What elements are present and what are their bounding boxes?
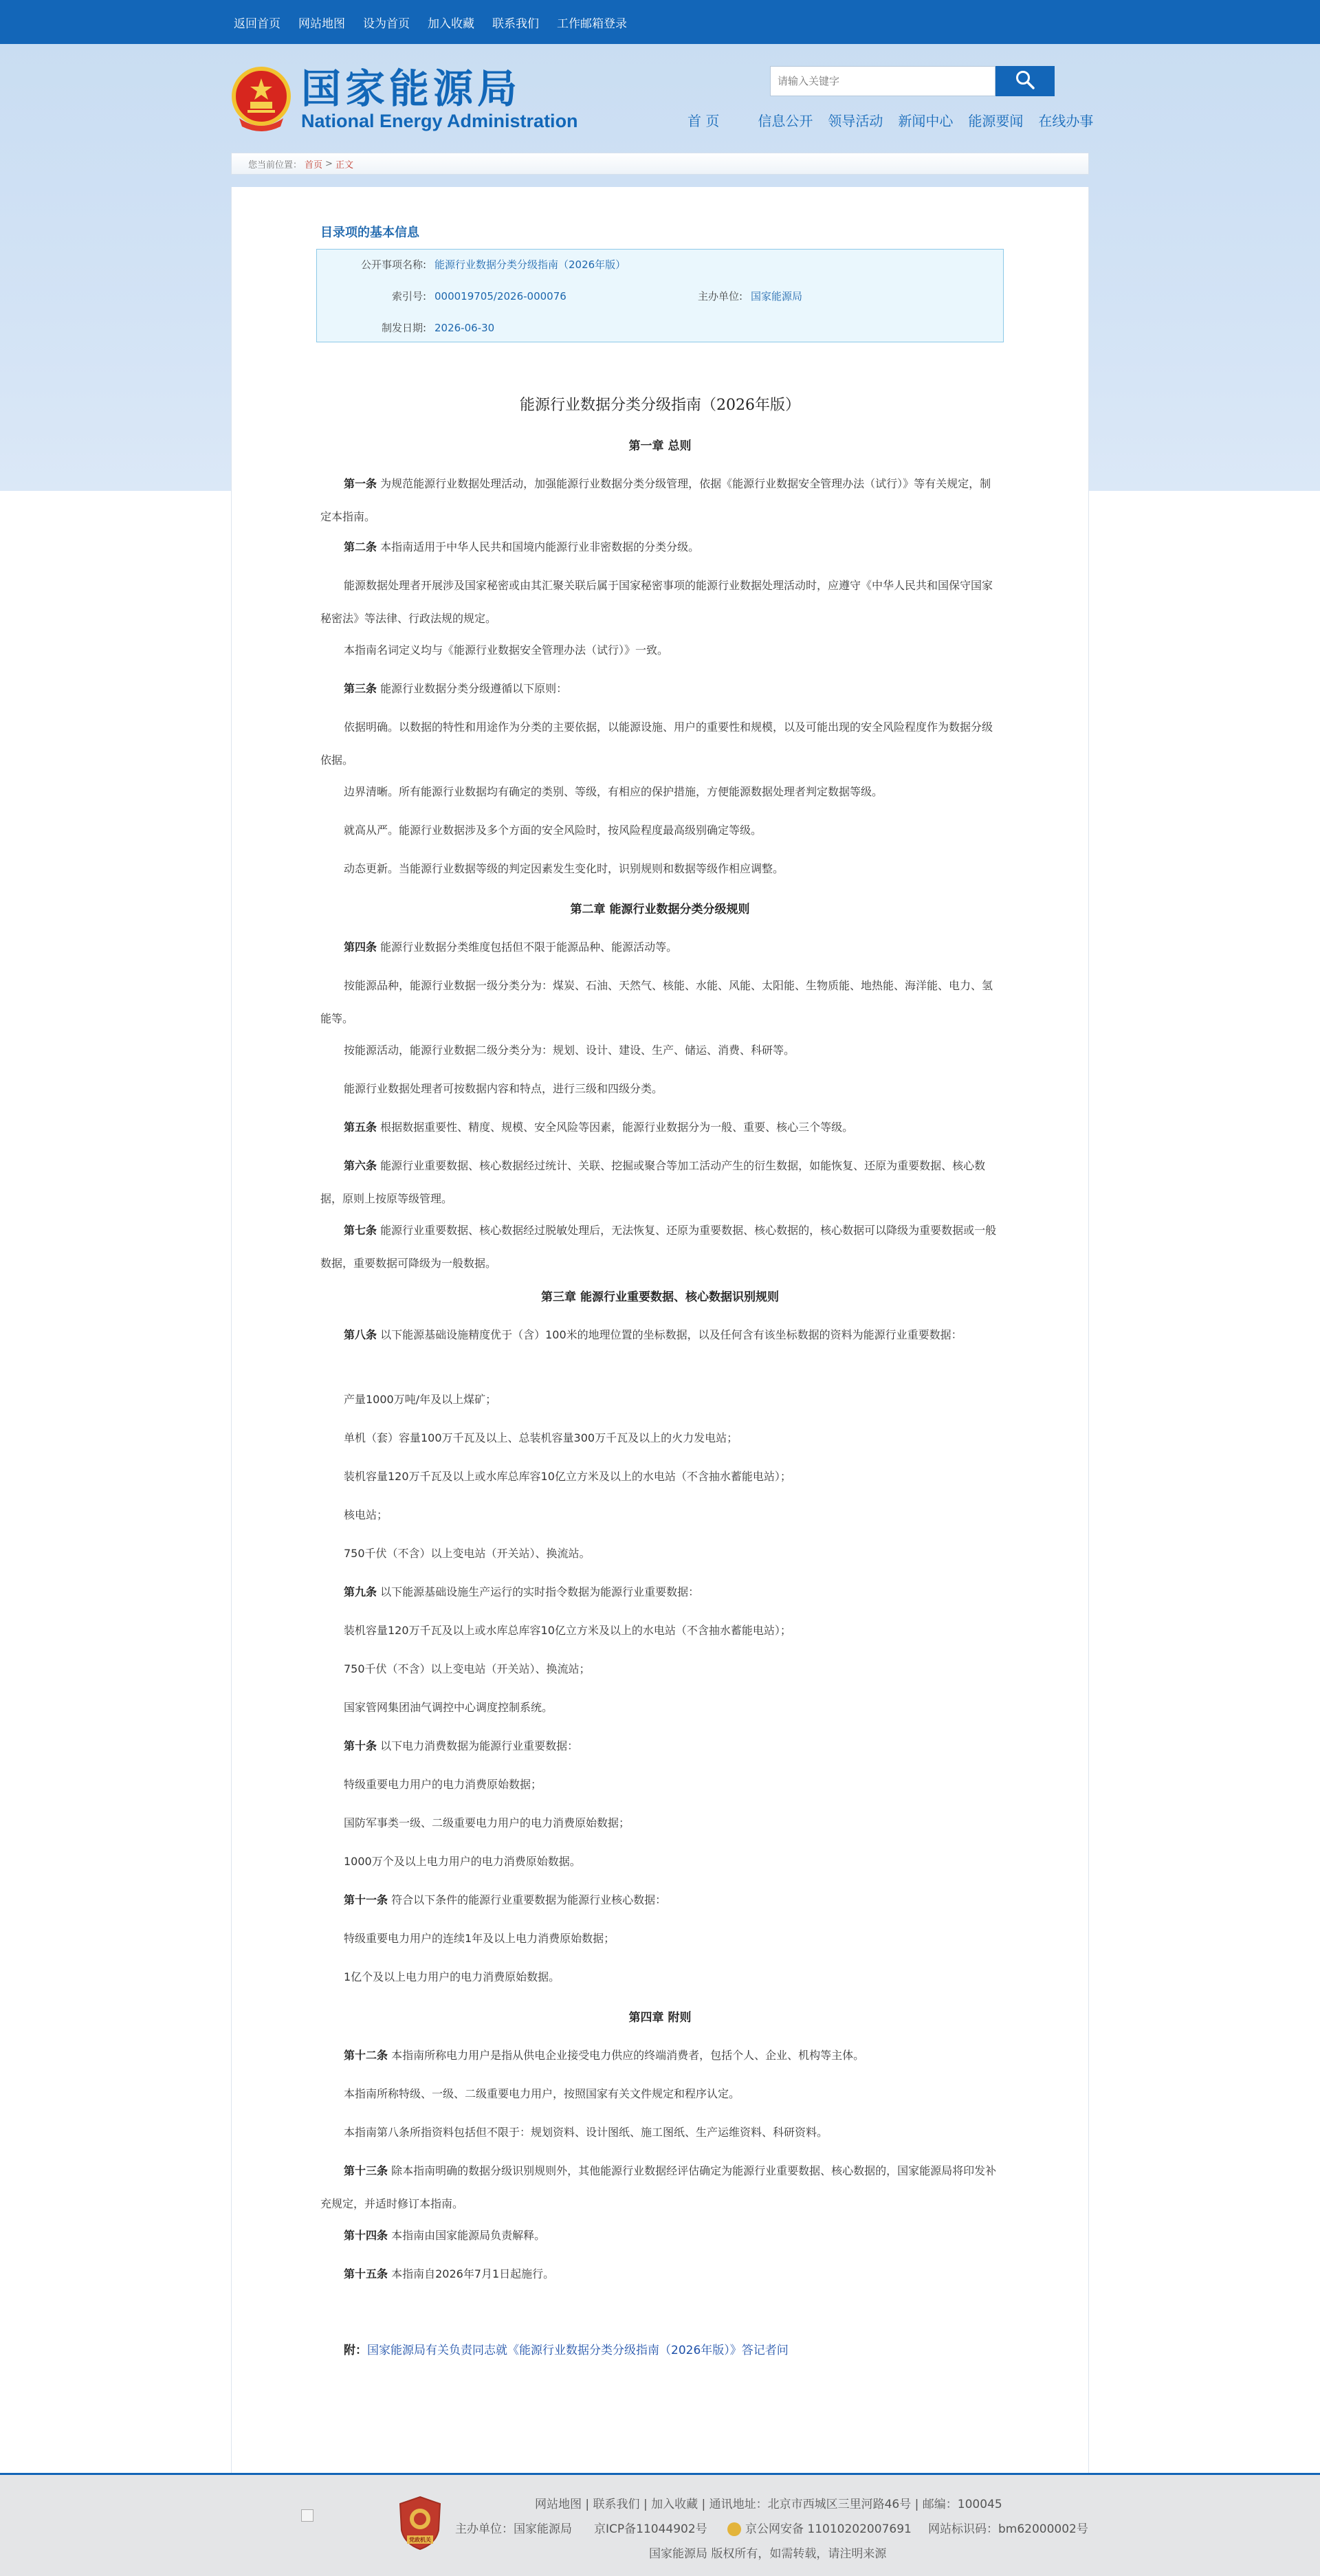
- article-9: [320, 1576, 1001, 1609]
- article-2-text: 本指南适用于中华人民共和国境内能源行业非密数据的分类分级。: [377, 540, 700, 553]
- top-link-contact[interactable]: 联系我们: [492, 16, 539, 31]
- article-15-text: 本指南自2026年7月1日起施行。: [388, 2267, 555, 2280]
- nav-news-center[interactable]: 新闻中心: [898, 113, 954, 129]
- nav-online-services[interactable]: 在线办事: [1038, 113, 1094, 129]
- top-link-mail-login[interactable]: 工作邮箱登录: [557, 16, 627, 31]
- meta-row-name: [337, 257, 626, 272]
- article-11-text: 符合以下条件的能源行业重要数据为能源行业核心数据：: [388, 1893, 667, 1906]
- article-9-label: 第九条: [344, 1585, 377, 1598]
- article-9-text: 以下能源基础设施生产运行的实时指令数据为能源行业重要数据：: [377, 1585, 700, 1598]
- article-13-text: 除本指南明确的数据分级识别规则外，其他能源行业数据经评估确定为能源行业重要数据、核心数据的，国家能源局将印发补充规定，并适时修订本指南。: [320, 2164, 997, 2210]
- search-button[interactable]: [996, 66, 1055, 96]
- paragraph-pipeline: 国家管网集团油气调控中心调度控制系统。: [344, 1701, 553, 1714]
- attachment: [344, 2340, 789, 2357]
- article-10-text: 以下电力消费数据为能源行业重要数据：: [377, 1739, 579, 1752]
- meta-index-label: 索引号:: [391, 290, 426, 302]
- paragraph-clear: 边界清晰。所有能源行业数据均有确定的类别、等级，有相应的保护措施，方便能源数据处理者判定数据等级。: [344, 785, 883, 798]
- search-input[interactable]: [770, 66, 996, 96]
- paragraph-secret: 能源数据处理者开展涉及国家秘密或由其汇聚关联后属于国家秘密事项的能源行业数据处理活动时，应遵守《中华人民共和国保守国家秘密法》等法律、行政法规的规定。: [320, 579, 993, 625]
- article-3: [320, 672, 1001, 705]
- footer-icp[interactable]: 京ICP备11044902号: [594, 2522, 707, 2536]
- meta-row-index: [337, 289, 566, 303]
- meta-org-value: 国家能源局: [751, 290, 803, 302]
- article-title: 能源行业数据分类分级指南（2026年版）: [520, 397, 800, 414]
- article-15-label: 第十五条: [344, 2267, 388, 2280]
- top-link-favorite[interactable]: 加入收藏: [428, 16, 474, 31]
- paragraph-nuclear: 核电站；: [344, 1508, 388, 1521]
- article-6-label: 第六条: [344, 1159, 377, 1172]
- paragraph-hydro: 装机容量120万千瓦及以上或水库总库容10亿立方米及以上的水电站（不含抽水蓄能电站）；: [344, 1470, 791, 1483]
- article-5-text: 根据数据重要性、精度、规模、安全风险等因素，能源行业数据分为一般、重要、核心三个等级。: [377, 1121, 854, 1134]
- attachment-label: 附：: [344, 2344, 367, 2357]
- nav-home[interactable]: 首 页: [688, 113, 720, 129]
- national-emblem-icon: [230, 65, 293, 133]
- article-13-label: 第十三条: [344, 2164, 388, 2177]
- article-14-text: 本指南由国家能源局负责解释。: [388, 2229, 546, 2242]
- meta-index-value: 000019705/2026-000076: [434, 290, 566, 302]
- top-link-set-home[interactable]: 设为首页: [363, 16, 410, 31]
- article-3-label: 第三条: [344, 682, 377, 695]
- meta-name-label: 公开事项名称:: [360, 258, 426, 271]
- article-10-label: 第十条: [344, 1739, 377, 1752]
- breadcrumb-current[interactable]: 正文: [335, 159, 353, 170]
- search-bar: [770, 66, 1055, 96]
- meta-row-org: [653, 289, 802, 303]
- article-7: [320, 1214, 1001, 1280]
- paragraph-variety: 按能源品种，能源行业数据一级分类分为：煤炭、石油、天然气、核能、水能、风能、太阳能、生物质能、地热能、海洋能、电力、氢能等。: [320, 979, 993, 1025]
- logo-chinese-name: 国家能源局: [301, 65, 522, 112]
- paragraph-hydro-2: 装机容量120万千瓦及以上或水库总库容10亿立方米及以上的水电站（不含抽水蓄能电站）；: [344, 1624, 791, 1637]
- nav-info-public[interactable]: 信息公开: [758, 113, 813, 129]
- article-5-label: 第五条: [344, 1121, 377, 1134]
- top-link-sitemap[interactable]: 网站地图: [298, 16, 345, 31]
- footer-copyright: 国家能源局 版权所有，如需转载，请注明来源: [649, 2547, 887, 2561]
- breadcrumb-separator: >: [325, 158, 333, 169]
- paragraph-levels: 能源行业数据处理者可按数据内容和特点，进行三级和四级分类。: [344, 1082, 663, 1095]
- breadcrumb: [231, 153, 1089, 175]
- paragraph-high: 就高从严。能源行业数据涉及多个方面的安全风险时，按风险程度最高级别确定等级。: [344, 824, 762, 837]
- footer-host: 主办单位：国家能源局: [455, 2522, 572, 2536]
- meta-org-label: 主办单位:: [697, 290, 742, 302]
- article-6-text: 能源行业重要数据、核心数据经过统计、关联、挖掘或聚合等加工活动产生的衍生数据，如能恢复、还原为重要数据、核心数据，原则上按原等级管理。: [320, 1159, 986, 1205]
- meta-date-value: 2026-06-30: [434, 322, 495, 334]
- article-4: [320, 931, 1001, 964]
- paragraph-terms: 本指南名词定义均与《能源行业数据安全管理办法（试行）》一致。: [344, 643, 669, 657]
- article-8-text: 以下能源基础设施精度优于（含）100米的地理位置的坐标数据，以及任何含有该坐标数据的资料为能源行业重要数据：: [377, 1328, 962, 1341]
- nav-energy-news[interactable]: 能源要闻: [968, 113, 1024, 129]
- article-5: [320, 1111, 1001, 1144]
- article-8: [320, 1319, 1001, 1352]
- article-2: [320, 531, 1001, 564]
- search-icon: [1015, 69, 1035, 93]
- article-12-text: 本指南所称电力用户是指从供电企业接受电力供应的终端消费者，包括个人、企业、机构等主体。: [388, 2049, 865, 2062]
- paragraph-dynamic: 动态更新。当能源行业数据等级的判定因素发生变化时，识别规则和数据等级作相应调整。: [344, 862, 784, 875]
- attachment-link[interactable]: 国家能源局有关负责同志就《能源行业数据分类分级指南（2026年版）》答记者问: [367, 2344, 789, 2357]
- article-14: [320, 2219, 1001, 2252]
- broken-image-icon: [301, 2509, 314, 2522]
- article-13: [320, 2155, 1001, 2221]
- paragraph-10m-users: 1000万个及以上电力用户的电力消费原始数据。: [344, 1855, 581, 1868]
- paragraph-coal: 产量1000万吨/年及以上煤矿；: [344, 1393, 497, 1406]
- chapter-4-title: 第四章 附则: [628, 2011, 692, 2025]
- paragraph-continuous: 特级重要电力用户的连续1年及以上电力消费原始数据；: [344, 1932, 615, 1945]
- article-6: [320, 1149, 1001, 1215]
- paragraph-grade: 本指南所称特级、一级、二级重要电力用户，按照国家有关文件规定和程序认定。: [344, 2087, 740, 2100]
- article-1-text: 为规范能源行业数据处理活动，加强能源行业数据分类分级管理，依据《能源行业数据安全管理办法（试行）》等有关规定，制定本指南。: [320, 477, 991, 523]
- footer-police[interactable]: [727, 2519, 912, 2536]
- top-link-home[interactable]: 返回首页: [234, 16, 280, 31]
- gov-badge-icon[interactable]: [397, 2496, 443, 2553]
- paragraph-material: 本指南第八条所指资料包括但不限于：规划资料、设计图纸、施工图纸、生产运维资料、科研资料。: [344, 2126, 828, 2139]
- article-8-label: 第八条: [344, 1328, 377, 1341]
- site-logo[interactable]: [230, 65, 578, 133]
- article-11: [320, 1884, 1001, 1917]
- article-15: [320, 2258, 1001, 2291]
- main-nav: [688, 110, 1093, 130]
- paragraph-substation-2: 750千伏（不含）以上变电站（开关站）、换流站；: [344, 1662, 591, 1675]
- nav-leader-activities[interactable]: 领导活动: [828, 113, 883, 129]
- paragraph-defense-users: 国防军事类一级、二级重要电力用户的电力消费原始数据；: [344, 1816, 630, 1829]
- top-links: [234, 0, 627, 44]
- article-14-label: 第十四条: [344, 2229, 388, 2242]
- article-4-label: 第四条: [344, 940, 377, 954]
- breadcrumb-home[interactable]: 首页: [305, 159, 323, 170]
- gov-badge-text: 党政机关: [409, 2537, 431, 2543]
- paragraph-activity: 按能源活动，能源行业数据二级分类分为：规划、设计、建设、生产、储运、消费、科研等。: [344, 1044, 795, 1057]
- article-1-label: 第一条: [344, 477, 377, 490]
- chapter-3-title: 第三章 能源行业重要数据、核心数据识别规则: [541, 1290, 779, 1304]
- article-10: [320, 1730, 1001, 1763]
- article-4-text: 能源行业数据分类维度包括但不限于能源品种、能源活动等。: [377, 940, 678, 954]
- footer-site-code: 网站标识码：bm62000002号: [928, 2522, 1088, 2536]
- police-badge-icon: [727, 2522, 741, 2536]
- article-7-label: 第七条: [344, 1224, 377, 1237]
- article-3-text: 能源行业数据分类分级遵循以下原则：: [377, 682, 568, 695]
- meta-date-label: 制发日期:: [381, 322, 426, 334]
- article-12-label: 第十二条: [344, 2049, 388, 2062]
- paragraph-special-users: 特级重要电力用户的电力消费原始数据；: [344, 1778, 542, 1791]
- article-2-label: 第二条: [344, 540, 377, 553]
- footer-police-text: 京公网安备 11010202007691: [745, 2522, 912, 2536]
- article-11-label: 第十一条: [344, 1893, 388, 1906]
- chapter-2-title: 第二章 能源行业数据分类分级规则: [570, 903, 750, 916]
- paragraph-substation: 750千伏（不含）以上变电站（开关站）、换流站。: [344, 1547, 591, 1560]
- meta-section-title: 目录项的基本信息: [320, 225, 419, 240]
- footer-line-1: 网站地图 | 联系我们 | 加入收藏 | 通讯地址：北京市西城区三里河路46号 | 邮编：100045: [535, 2498, 1002, 2511]
- logo-english-name: National Energy Administration: [301, 111, 578, 131]
- footer: [0, 2473, 1320, 2576]
- article-7-text: 能源行业重要数据、核心数据经过脱敏处理后，无法恢复、还原为重要数据、核心数据的，核心数据可以降级为重要数据或一般数据，重要数据可降级为一般数据。: [320, 1224, 997, 1270]
- paragraph-basis: 依据明确。以数据的特性和用途作为分类的主要依据，以能源设施、用户的重要性和规模，以及可能出现的安全风险程度作为数据分级依据。: [320, 720, 993, 767]
- article-1: [320, 467, 1001, 533]
- meta-name-value: 能源行业数据分类分级指南（2026年版）: [434, 258, 626, 271]
- breadcrumb-prefix: 您当前位置：: [248, 159, 302, 170]
- paragraph-100m-users: 1亿个及以上电力用户的电力消费原始数据。: [344, 1970, 560, 1983]
- top-bar: [0, 0, 1320, 44]
- paragraph-thermal: 单机（套）容量100万千瓦及以上、总装机容量300万千瓦及以上的火力发电站；: [344, 1431, 738, 1444]
- meta-row-date: [337, 320, 494, 335]
- chapter-1-title: 第一章 总则: [628, 439, 692, 453]
- article-12: [320, 2039, 1001, 2072]
